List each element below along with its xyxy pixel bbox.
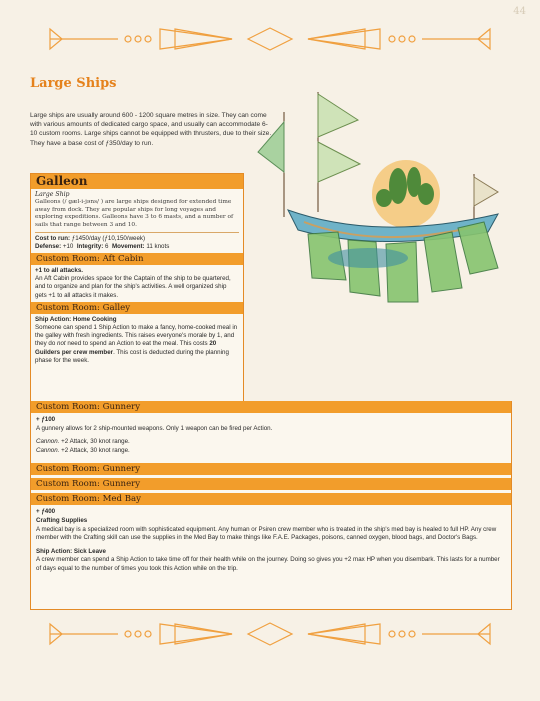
cannon-line-2: Cannon. +2 Attack, 30 knot range. (36, 446, 130, 454)
med-bay-sub: Crafting Supplies (36, 516, 88, 524)
movement-value: 11 knots (146, 242, 170, 250)
gunnery-header: Custom Room: Gunnery (31, 401, 511, 413)
gunnery-text: A gunnery allows for 2 ship-mounted weapons. Only 1 weapon can be fired per Action. (36, 424, 273, 432)
med-bay-action-text: A crew member can spend a Ship Action to take time off for their health while on the journey. Doing so gives you +2 max HP when you disembark. This lasts for a number of days equal to the number of times you took this Action while on the trip. (36, 556, 500, 572)
galley-action: Ship Action: Home Cooking (35, 315, 117, 323)
med-bay-text: A medical bay is a specialized room with sophisticated equipment. Any human or Psiren crew member who is treated in the ship's med bay is healed to full HP. Any crew member with the Crafting skill can use the supplies in the Med Bay to make things like F.A.E. Packages, poisons, canned oxygen, blood bags, and Doctor's Bags. (36, 525, 497, 542)
integrity-value: 6 (105, 242, 109, 250)
stat-divider (35, 232, 239, 233)
med-bay-cost: + ƒ400 (36, 508, 56, 516)
cost-value: ƒ1450/day (ƒ10,150/week) (71, 234, 146, 242)
galleon-description: Galleons (/ ɡæl-i-jəns/ ) are large ships designed for extended time away from dock. They are popular ships for long voyages and exploring expeditions. Galleons have 3 to 6 masts, and a number of sails that range between 3 and 10. (35, 199, 234, 228)
section-title: Large Ships (30, 76, 117, 91)
aft-cabin-bonus: +1 to all attacks. (35, 266, 83, 274)
gunnery-cost: + ƒ100 (36, 416, 56, 423)
page-number: 44 (513, 6, 526, 17)
gunnery-3-header: Custom Room: Gunnery (31, 478, 511, 490)
cost-line (35, 235, 239, 243)
galley-header: Custom Room: Galley (31, 302, 243, 314)
cannon-line-1: Cannon. +2 Attack, 30 knot range. (36, 438, 130, 446)
defense-label: Defense: (35, 242, 62, 250)
gunnery-2-header: Custom Room: Gunnery (31, 463, 511, 475)
defense-value: +10 (62, 242, 74, 250)
med-bay-header: Custom Room: Med Bay (31, 493, 511, 505)
integrity-label: Integrity: (76, 242, 104, 250)
movement-label: Movement: (111, 242, 145, 250)
galleon-stat-block (30, 173, 244, 401)
galleon-title: Galleon (31, 174, 243, 189)
aft-cabin-text: An Aft Cabin provides space for the Captain of the ship to be quartered, and to organize and plan for the ship's activities. A well organized ship gets +1 to all attacks it makes. (35, 275, 231, 299)
rooms-wide-block (30, 401, 512, 610)
top-ornament-icon (0, 24, 540, 54)
galleon-subtitle: Large Ship (35, 191, 70, 198)
med-bay-action: Ship Action: Sick Leave (36, 547, 106, 555)
aft-cabin-header: Custom Room: Aft Cabin (31, 253, 243, 265)
flying-galleon-illustration (248, 82, 522, 318)
cost-label: Cost to run: (35, 234, 71, 242)
section-intro: Large ships are usually around 600 - 1200 square metres in size. They can come with various amounts of dedicated cargo space, and usually can accommodate 6-10 custom rooms. Large ships cannot be equipped with thrusters, due to their size. They have a base cost of ƒ350/day to run. (30, 112, 272, 147)
bottom-ornament-icon (0, 619, 540, 649)
galley-text: Someone can spend 1 Ship Action to make a fancy, home-cooked meal in the galley with fresh ingredients. This raises everyone's morale by 1, and they do not need to spend an Action to eat the meal. This costs 20 Guilders per crew member. This cost is deducted during the planning phase for the week. (35, 324, 238, 364)
stats-line (35, 243, 239, 251)
